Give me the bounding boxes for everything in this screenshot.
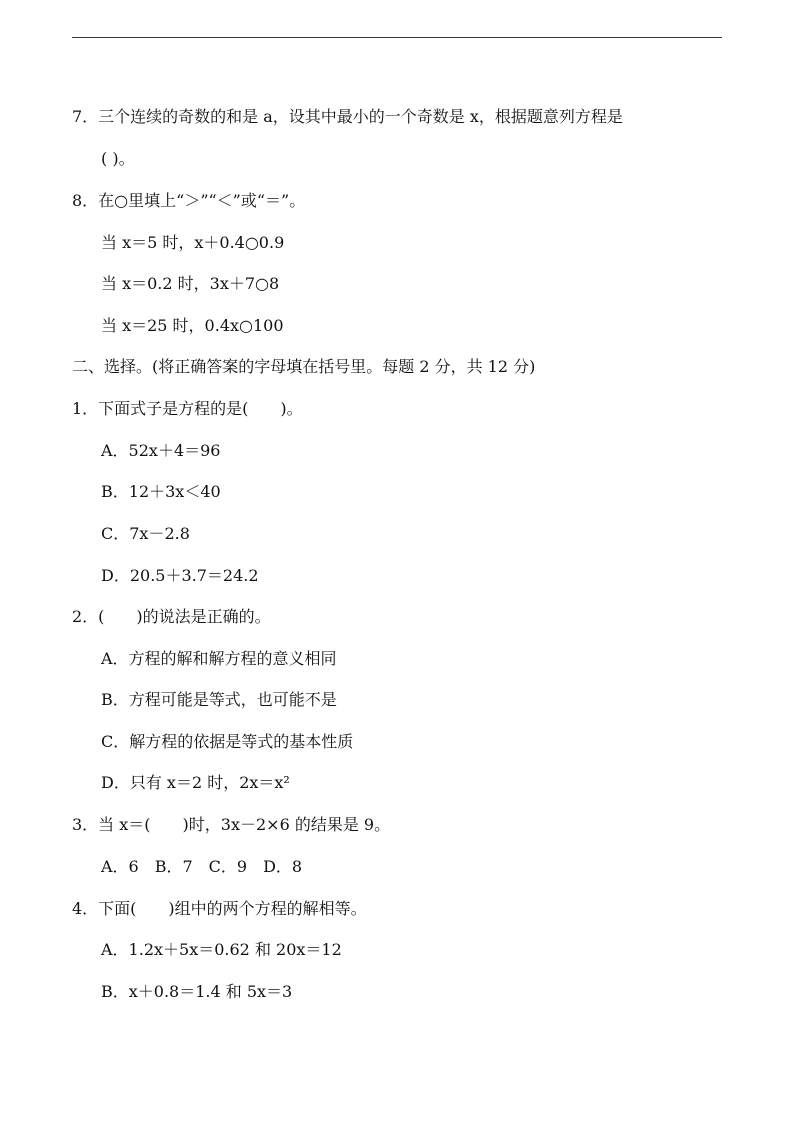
choice-q4-option-a: A．1.2x＋5x＝0.62 和 20x＝12 bbox=[101, 940, 342, 959]
choice-q2-option-b: B．方程可能是等式，也可能不是 bbox=[101, 690, 337, 709]
choice-q1-option-b: B．12＋3x＜40 bbox=[101, 482, 221, 501]
choice-q1-option-d: D．20.5＋3.7＝24.2 bbox=[101, 566, 259, 585]
question-8-item-3: 当 x＝25 时，0.4x○100 bbox=[101, 316, 284, 335]
choice-q4-option-b: B．x＋0.8＝1.4 和 5x＝3 bbox=[101, 982, 293, 1001]
question-8-item-1: 当 x＝5 时，x＋0.4○0.9 bbox=[101, 233, 285, 252]
choice-q1-stem: 1．下面式子是方程的是( )。 bbox=[72, 399, 303, 418]
question-7-answer-blank: ( )。 bbox=[101, 149, 135, 168]
choice-q2-option-c: C．解方程的依据是等式的基本性质 bbox=[101, 732, 354, 751]
question-8-text: 8．在○里填上“＞”“＜”或“＝”。 bbox=[72, 191, 306, 210]
question-8-item-2: 当 x＝0.2 时，3x＋7○8 bbox=[101, 274, 280, 293]
choice-q1-option-c: C．7x－2.8 bbox=[101, 524, 190, 543]
choice-q4-stem: 4．下面( )组中的两个方程的解相等。 bbox=[72, 899, 367, 918]
choice-q3-stem: 3．当 x＝( )时，3x－2×6 的结果是 9。 bbox=[72, 815, 391, 834]
header-rule bbox=[72, 37, 722, 38]
choice-q2-option-a: A．方程的解和解方程的意义相同 bbox=[101, 649, 337, 668]
choice-q2-option-d: D．只有 x＝2 时，2x＝x² bbox=[101, 773, 290, 792]
section-2-heading: 二、选择。(将正确答案的字母填在括号里。每题 2 分，共 12 分) bbox=[72, 357, 536, 376]
choice-q2-stem: 2．( )的说法是正确的。 bbox=[72, 607, 271, 626]
choice-q3-options: A．6 B．7 C．9 D．8 bbox=[101, 857, 303, 876]
choice-q1-option-a: A．52x＋4＝96 bbox=[101, 441, 221, 460]
question-7-text: 7．三个连续的奇数的和是 a，设其中最小的一个奇数是 x，根据题意列方程是 bbox=[72, 107, 623, 126]
